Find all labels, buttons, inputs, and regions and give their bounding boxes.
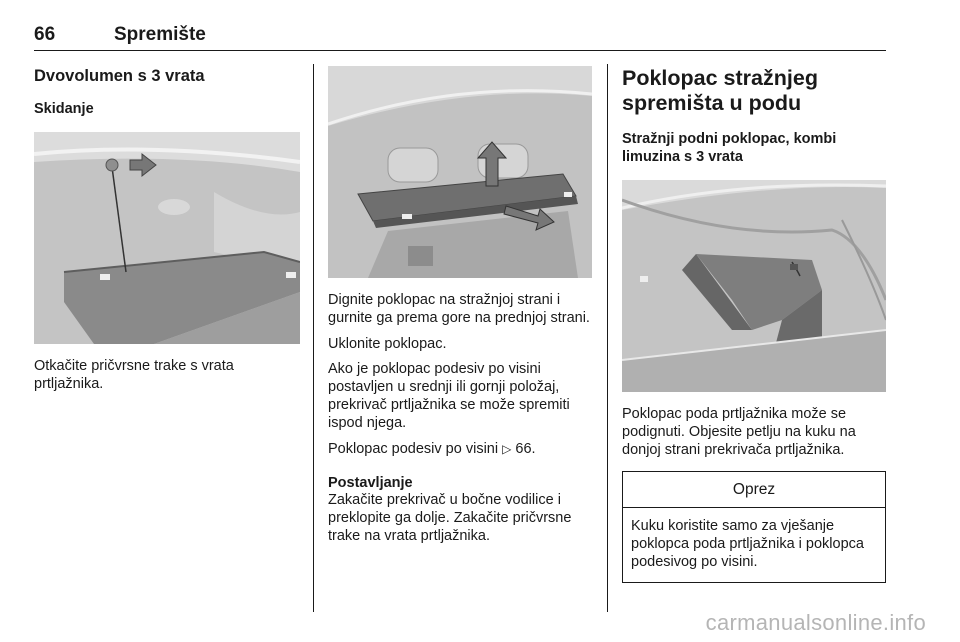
paragraph-height-adjustable: Ako je poklopac podesiv po visini postavljen u srednji ili gornji položaj, prekrivač prtljažnika se može spremiti ispod njega. <box>328 361 570 431</box>
column-1 <box>34 66 300 394</box>
caution-text: Kuku koristite samo za vješanje poklopca poda prtljažnika i poklopca podesivog po visini. <box>631 518 864 570</box>
illustration-tailgate-straps <box>34 132 300 344</box>
subsection-title: Skidanje <box>34 101 94 117</box>
illustration-lift-cover <box>328 66 592 278</box>
caption-detach-straps: Otkačite pričvrsne trake s vrata prtljažnika. <box>34 358 234 392</box>
page-reference-icon: ▷ <box>502 441 512 456</box>
reference-text: Poklopac podesiv po visini <box>328 440 499 457</box>
paragraph-floor-cover: Poklopac poda prtljažnika može se podignuti. Objesite petlju na kuku na donjoj strani prekrivača prtljažnika. <box>622 406 856 458</box>
paragraph-lift-cover: Dignite poklopac na stražnjoj strani i gurnite ga prema gore na prednjoj strani. <box>328 292 590 326</box>
paragraph-remove-cover: Uklonite poklopac. <box>328 335 447 352</box>
column-2 <box>328 66 592 546</box>
page-title: Spremište <box>114 24 206 45</box>
column-divider <box>607 64 608 612</box>
caution-box <box>622 471 886 582</box>
column-3 <box>622 66 886 583</box>
section-title: Dvovolumen s 3 vrata <box>34 67 205 85</box>
column-divider <box>313 64 314 612</box>
subheading-install: Postavljanje <box>328 475 413 492</box>
illustration-floor-cover <box>622 180 886 392</box>
caution-title: Oprez <box>623 472 885 508</box>
paragraph-install: Zakačite prekrivač u bočne vodilice i preklopite ga dolje. Zakačite pričvrsne trake na vrata prtljažnika. <box>328 492 572 544</box>
page-number: 66 <box>34 24 56 45</box>
subheading-floor-cover: Stražnji podni poklopac, kombi limuzina s 3 vrata <box>622 131 837 165</box>
paragraph-reference <box>328 441 592 459</box>
section-heading: Poklopac stražnjeg spremišta u podu <box>622 66 818 115</box>
page-header <box>34 24 886 51</box>
reference-page[interactable]: 66. <box>515 440 536 457</box>
watermark: carmanualsonline.info <box>705 610 926 635</box>
